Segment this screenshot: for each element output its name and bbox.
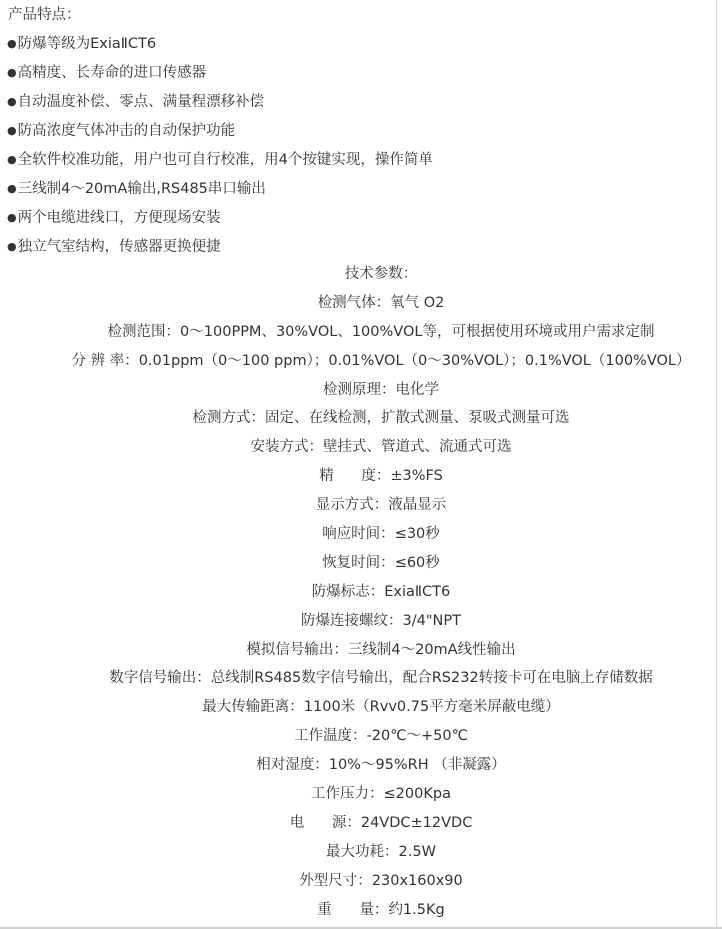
spec-label: 防爆标志： bbox=[311, 583, 385, 600]
spec-row bbox=[0, 755, 722, 784]
feature-item bbox=[7, 121, 433, 150]
feature-item bbox=[7, 34, 433, 63]
spec-label: 安装方式： bbox=[250, 439, 323, 456]
spec-value: 约1.5Kg bbox=[388, 901, 445, 918]
spec-row bbox=[0, 553, 722, 582]
feature-text: 独立气室结构，传感器更换便捷 bbox=[17, 239, 221, 255]
feature-item bbox=[7, 208, 433, 237]
spec-label: 工作温度： bbox=[294, 728, 367, 745]
spec-value: 0.01ppm（0～100 ppm）；0.01%VOL（0～30%VOL）；0.1%VOL（100%VOL） bbox=[138, 352, 691, 369]
spec-row bbox=[0, 322, 722, 351]
spec-label: 检测原理： bbox=[323, 381, 396, 398]
spec-label: 防爆连接螺纹： bbox=[301, 612, 403, 629]
spec-label: 检测方式： bbox=[192, 410, 265, 427]
bullet-icon: ● bbox=[7, 240, 17, 253]
spec-label: 数字信号输出： bbox=[109, 670, 211, 687]
features-list bbox=[7, 34, 433, 266]
spec-value: 电化学 bbox=[395, 381, 439, 398]
spec-label: 精 度： bbox=[319, 468, 391, 485]
feature-text: 全软件校准功能，用户也可自行校准，用4个按键实现，操作简单 bbox=[17, 152, 433, 168]
spec-row bbox=[0, 784, 722, 813]
specs-heading: 技术参数： bbox=[344, 266, 418, 282]
spec-row bbox=[0, 437, 722, 466]
feature-item bbox=[7, 63, 433, 92]
spec-row bbox=[0, 726, 722, 755]
spec-value: ≤200Kpa bbox=[383, 786, 451, 803]
spec-row bbox=[0, 640, 722, 669]
spec-value: ExiaⅡCT6 bbox=[384, 583, 451, 600]
spec-value: 0～100PPM、30%VOL、100%VOL等，可根据使用环境或用户需求定制 bbox=[180, 323, 655, 340]
specs-list bbox=[0, 264, 722, 928]
spec-value: 固定、在线检测，扩散式测量、泵吸式测量可选 bbox=[265, 410, 570, 427]
spec-row bbox=[0, 466, 722, 495]
spec-value: 总线制RS485数字信号输出，配合RS232转接卡可在电脑上存储数据 bbox=[210, 670, 653, 687]
spec-value: 3/4"NPT bbox=[402, 612, 461, 629]
spec-row bbox=[0, 524, 722, 553]
spec-label: 重 量： bbox=[317, 901, 389, 918]
spec-label: 相对湿度： bbox=[256, 757, 329, 774]
spec-label: 最大功耗： bbox=[326, 843, 399, 860]
spec-value: 氧气 O2 bbox=[390, 294, 445, 311]
spec-label: 响应时间： bbox=[322, 526, 395, 543]
spec-label: 外型尺寸： bbox=[299, 872, 372, 889]
feature-item bbox=[7, 179, 433, 208]
bullet-icon: ● bbox=[7, 182, 17, 195]
spec-value: 三线制4～20mA线性输出 bbox=[347, 641, 516, 658]
right-border-divider bbox=[716, 0, 717, 929]
feature-text: 防高浓度气体冲击的自动保护功能 bbox=[17, 123, 236, 139]
spec-row bbox=[0, 813, 722, 842]
spec-row bbox=[0, 380, 722, 409]
spec-label: 工作压力： bbox=[311, 786, 384, 803]
feature-item bbox=[7, 92, 433, 121]
spec-label: 显示方式： bbox=[315, 497, 389, 514]
spec-row bbox=[0, 900, 722, 929]
feature-text: 高精度、长寿命的进口传感器 bbox=[17, 65, 207, 81]
spec-value: 1100米（Rvv0.75平方毫米屏蔽电缆） bbox=[303, 699, 560, 716]
bullet-icon: ● bbox=[7, 66, 17, 79]
spec-row bbox=[0, 611, 722, 640]
spec-row bbox=[0, 408, 722, 437]
bullet-icon: ● bbox=[7, 124, 17, 137]
spec-label: 最大传输距离： bbox=[202, 699, 304, 716]
features-heading: 产品特点： bbox=[8, 7, 81, 23]
feature-text: 防爆等级为ExiaⅡCT6 bbox=[17, 36, 157, 52]
spec-value: 10%～95%RH （非凝露） bbox=[328, 757, 506, 774]
spec-value: 230x160x90 bbox=[371, 872, 463, 889]
spec-row bbox=[0, 582, 722, 611]
spec-value: ±3%FS bbox=[390, 468, 443, 485]
spec-row bbox=[0, 842, 722, 871]
spec-row bbox=[0, 351, 722, 380]
spec-label: 电 源： bbox=[289, 814, 361, 831]
spec-label: 恢复时间： bbox=[322, 554, 395, 571]
spec-value: -20℃～+50℃ bbox=[366, 728, 468, 745]
feature-item bbox=[7, 237, 433, 266]
spec-label: 模拟信号输出： bbox=[246, 641, 348, 658]
feature-text: 两个电缆进线口，方便现场安装 bbox=[17, 210, 221, 226]
spec-value: ≤60秒 bbox=[394, 554, 440, 571]
spec-label: 分 辨 率： bbox=[71, 352, 139, 369]
spec-value: 24VDC±12VDC bbox=[360, 814, 473, 831]
bullet-icon: ● bbox=[7, 37, 17, 50]
feature-text: 自动温度补偿、零点、满量程漂移补偿 bbox=[17, 94, 265, 110]
spec-value: ≤30秒 bbox=[394, 526, 440, 543]
bullet-icon: ● bbox=[7, 153, 17, 166]
spec-row bbox=[0, 668, 722, 697]
spec-value: 液晶显示 bbox=[388, 497, 447, 514]
feature-item bbox=[7, 150, 433, 179]
spec-label: 检测范围： bbox=[107, 323, 181, 340]
spec-row bbox=[0, 495, 722, 524]
spec-label: 检测气体： bbox=[317, 294, 391, 311]
spec-value: 2.5W bbox=[398, 843, 436, 860]
spec-row bbox=[0, 697, 722, 726]
feature-text: 三线制4～20mA输出,RS485串口输出 bbox=[17, 181, 266, 197]
bullet-icon: ● bbox=[7, 95, 17, 108]
spec-row bbox=[0, 293, 722, 322]
bullet-icon: ● bbox=[7, 211, 17, 224]
spec-row bbox=[0, 871, 722, 900]
spec-value: 壁挂式、管道式、流通式可选 bbox=[323, 439, 512, 456]
